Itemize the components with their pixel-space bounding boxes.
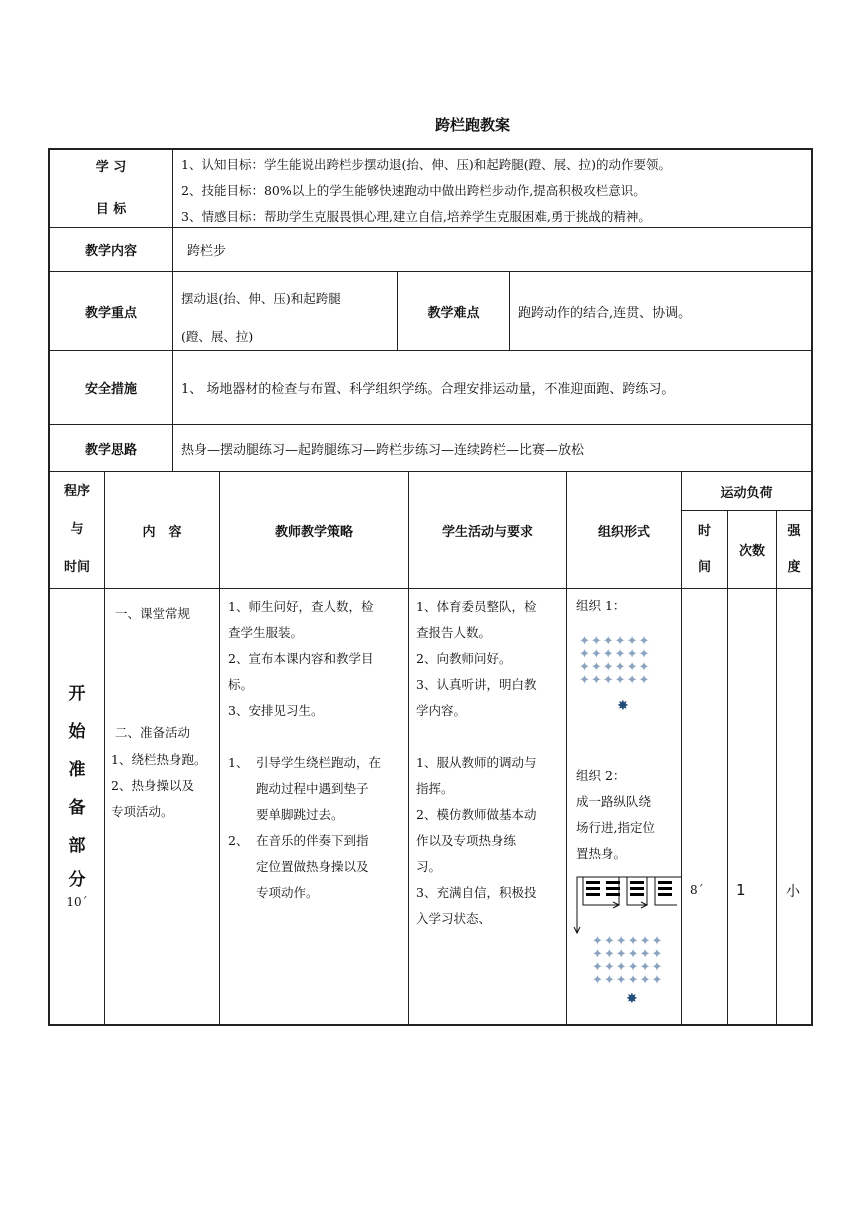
student-star-row: ✦✦✦✦✦✦ bbox=[592, 947, 664, 962]
header-sequence-cell bbox=[48, 471, 105, 589]
teacher-line-a-1: 1、师生问好，查人数，检 bbox=[228, 599, 374, 614]
section-organization-cell bbox=[566, 588, 682, 1026]
section-duration: 10´ bbox=[66, 895, 88, 909]
student-star-row: ✦✦✦✦✦✦ bbox=[579, 660, 651, 675]
section-teacher-cell bbox=[219, 588, 409, 1026]
teacher-line-a-3: 2、宣布本课内容和教学目 bbox=[228, 651, 374, 666]
approach-value-cell bbox=[172, 424, 813, 472]
teacher-line-a-4: 标。 bbox=[228, 677, 254, 692]
teacher-line-b2-2: 定位置做热身操以及 bbox=[256, 859, 369, 874]
student-line-b-4: 作以及专项热身练 bbox=[416, 833, 517, 848]
approach-value: 热身—摆动腿练习—起跨腿练习—跨栏步练习—连续跨栏—比赛—放松 bbox=[181, 442, 585, 458]
key-points-value-line-1: 摆动退(抬、伸、压)和起跨腿 bbox=[181, 291, 341, 306]
section-char-6: 分 bbox=[68, 870, 86, 890]
section-char-3: 准 bbox=[68, 760, 86, 780]
section-time: 8´ bbox=[690, 883, 704, 897]
goals-label-cell bbox=[48, 148, 173, 228]
student-line-a-5: 学内容。 bbox=[416, 703, 467, 718]
section-content-5: 专项活动。 bbox=[111, 804, 174, 819]
header-intensity-2: 度 bbox=[787, 559, 801, 575]
goals-label-line-2: 目 标 bbox=[95, 201, 127, 217]
safety-value: 1、 场地器材的检查与布置、科学组织学练。合理安排运动量，不准迎面跑、跨练习。 bbox=[181, 382, 675, 397]
teacher-b-num-1: 1、 bbox=[228, 755, 249, 770]
header-time-2: 间 bbox=[697, 559, 711, 575]
hurdle-bar bbox=[586, 887, 600, 890]
safety-value-cell bbox=[172, 350, 813, 425]
approach-label-cell bbox=[48, 424, 173, 472]
approach-label: 教学思路 bbox=[84, 442, 137, 458]
hurdle-bar bbox=[630, 887, 644, 890]
student-star-row: ✦✦✦✦✦✦ bbox=[592, 934, 664, 949]
difficulty-label-cell bbox=[397, 271, 510, 351]
header-sequence-3: 时间 bbox=[63, 560, 90, 575]
hurdle-route-diagram bbox=[573, 871, 682, 935]
student-line-b-2: 指挥。 bbox=[416, 781, 454, 796]
teacher-line-a-2: 查学生服装。 bbox=[228, 625, 304, 640]
content-label: 教学内容 bbox=[84, 244, 137, 259]
section-content-cell bbox=[104, 588, 220, 1026]
section-char-5: 部 bbox=[68, 836, 86, 856]
header-intensity-1: 强 bbox=[787, 523, 801, 539]
hurdle-bar bbox=[658, 881, 672, 884]
teacher-line-b1-2: 跑动过程中遇到垫子 bbox=[256, 781, 369, 796]
hurdle-bar bbox=[606, 893, 620, 896]
header-teacher-cell bbox=[219, 471, 409, 589]
goal-item-1: 1、认知目标：学生能说出跨栏步摆动退(抬、伸、压)和起跨腿(蹬、展、拉)的动作要领。 bbox=[181, 157, 671, 172]
section-time-cell bbox=[681, 588, 728, 1026]
section-name-cell bbox=[48, 588, 105, 1026]
header-teacher: 教师教学策略 bbox=[274, 524, 353, 540]
hurdle-bar bbox=[630, 893, 644, 896]
header-content: 内 容 bbox=[142, 524, 182, 540]
student-star-row: ✦✦✦✦✦✦ bbox=[579, 634, 651, 649]
key-points-label-cell bbox=[48, 271, 173, 351]
goals-label-line-1: 学 习 bbox=[95, 159, 127, 175]
header-intensity-cell bbox=[776, 510, 813, 589]
student-star-row: ✦✦✦✦✦✦ bbox=[592, 960, 664, 975]
header-organization-cell bbox=[566, 471, 682, 589]
header-organization: 组织形式 bbox=[597, 524, 650, 540]
student-line-a-2: 查报告人数。 bbox=[416, 625, 492, 640]
student-star-row: ✦✦✦✦✦✦ bbox=[592, 973, 664, 988]
header-load: 运动负荷 bbox=[720, 485, 773, 501]
hurdle-bar bbox=[586, 881, 600, 884]
student-star-row: ✦✦✦✦✦✦ bbox=[579, 673, 651, 688]
teacher-line-b2-1: 在音乐的伴奏下到指 bbox=[256, 833, 369, 848]
goals-text-cell bbox=[172, 148, 813, 228]
section-content-2: 二、准备活动 bbox=[115, 725, 191, 740]
student-line-a-1: 1、体育委员整队，检 bbox=[416, 599, 537, 614]
formation-1-diagram bbox=[579, 635, 650, 687]
section-content-4: 2、热身操以及 bbox=[111, 778, 194, 793]
hurdle-bar bbox=[630, 881, 644, 884]
hurdle-bar bbox=[658, 887, 672, 890]
goal-item-3: 3、情感目标：帮助学生克服畏惧心理,建立自信,培养学生克服困难,勇于挑战的精神。 bbox=[181, 209, 651, 224]
difficulty-label: 教学难点 bbox=[427, 305, 480, 321]
difficulty-value: 跑跨动作的结合,连贯、协调。 bbox=[518, 305, 692, 321]
teacher-line-b2-3: 专项动作。 bbox=[256, 885, 319, 900]
header-student-cell bbox=[408, 471, 567, 589]
header-time-cell bbox=[681, 510, 728, 589]
document-title: 跨栏跑教案 bbox=[434, 116, 510, 134]
header-student: 学生活动与要求 bbox=[441, 524, 533, 540]
teacher-line-b1-3: 要单脚跳过去。 bbox=[256, 807, 344, 822]
hurdle-bar bbox=[606, 887, 620, 890]
section-student-cell bbox=[408, 588, 567, 1026]
org-label-3: 成一路纵队绕 bbox=[576, 794, 652, 809]
org-label-1: 组织 1： bbox=[576, 598, 626, 613]
header-time-1: 时 bbox=[697, 523, 711, 539]
student-line-b-5: 习。 bbox=[416, 859, 442, 874]
section-char-4: 备 bbox=[68, 798, 86, 818]
section-count: 1 bbox=[736, 881, 746, 899]
student-line-b-7: 入学习状态、 bbox=[416, 911, 492, 926]
safety-label-cell bbox=[48, 350, 173, 425]
student-star-row: ✦✦✦✦✦✦ bbox=[579, 647, 651, 662]
header-count: 次数 bbox=[738, 544, 765, 559]
section-char-1: 开 bbox=[68, 684, 86, 704]
header-content-cell bbox=[104, 471, 220, 589]
header-count-cell bbox=[727, 510, 777, 589]
teacher-line-b1-1: 引导学生绕栏跑动，在 bbox=[256, 755, 382, 770]
teacher-star-icon: ✸ bbox=[626, 991, 638, 1007]
hurdle-bar bbox=[658, 893, 672, 896]
student-line-a-4: 3、认真听讲，明白教 bbox=[416, 677, 537, 692]
content-value-cell bbox=[172, 227, 813, 272]
section-intensity-cell bbox=[776, 588, 813, 1026]
hurdle-bar bbox=[606, 881, 620, 884]
section-char-2: 始 bbox=[68, 722, 86, 742]
student-line-b-1: 1、服从教师的调动与 bbox=[416, 755, 537, 770]
content-label-cell bbox=[48, 227, 173, 272]
formation-2-diagram bbox=[592, 935, 663, 987]
key-points-label: 教学重点 bbox=[84, 305, 137, 321]
student-line-b-6: 3、充满自信，积极投 bbox=[416, 885, 537, 900]
section-intensity: 小 bbox=[786, 884, 800, 900]
header-sequence-2: 与 bbox=[70, 522, 84, 537]
teacher-line-a-5: 3、安排见习生。 bbox=[228, 703, 324, 718]
content-value: 跨栏步 bbox=[187, 244, 227, 259]
goal-item-2: 2、技能目标：80%以上的学生能够快速跑动中做出跨栏步动作,提高积极攻栏意识。 bbox=[181, 183, 646, 198]
student-line-a-3: 2、向教师问好。 bbox=[416, 651, 512, 666]
section-content-3: 1、绕栏热身跑。 bbox=[111, 752, 207, 767]
section-content-1: 一、课堂常规 bbox=[115, 606, 191, 621]
org-label-4: 场行进,指定位 bbox=[576, 820, 655, 835]
safety-label: 安全措施 bbox=[84, 382, 137, 397]
header-load-cell bbox=[681, 471, 813, 511]
difficulty-value-cell bbox=[509, 271, 813, 351]
header-sequence-1: 程序 bbox=[63, 484, 90, 499]
section-count-cell bbox=[727, 588, 777, 1026]
org-label-2: 组织 2： bbox=[576, 768, 626, 783]
org-label-5: 置热身。 bbox=[576, 846, 627, 861]
hurdle-bar bbox=[586, 893, 600, 896]
key-points-value-cell bbox=[172, 271, 398, 351]
teacher-star-icon: ✸ bbox=[617, 698, 629, 714]
teacher-b-num-2: 2、 bbox=[228, 833, 249, 848]
student-line-b-3: 2、模仿教师做基本动 bbox=[416, 807, 537, 822]
key-points-value-line-2: (蹬、展、拉) bbox=[181, 329, 254, 344]
